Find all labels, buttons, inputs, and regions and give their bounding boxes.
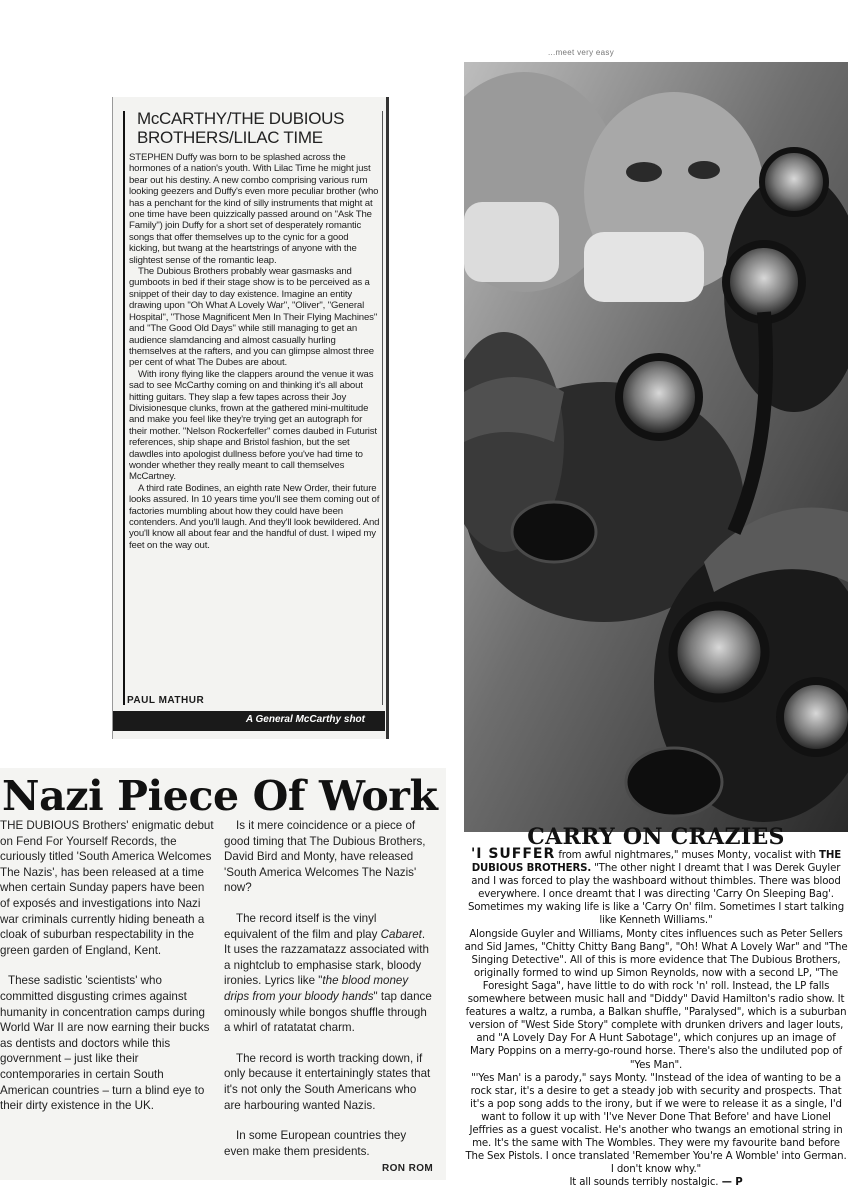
review-paragraph: With irony flying like the clappers around the venue it was sad to see McCarthy coming on and thinking it's all about hitting guitars. They slap a few tapes across their Joy Divisionesque clunks, frown at the gathered mini-multitude and make you feel like they're trying get an autograph for their mother. "Nelson Rockerfeller" comes daubed in Futurist references, ship shape and Bristol fashion, but the set dawdles into apologist dullness before you've had time to wonder whether they really meant to call themselves McCartney. <box>129 368 377 483</box>
film-title: Cabaret <box>380 927 422 941</box>
photo-caption: A General McCarthy shot <box>245 714 365 725</box>
review-body <box>129 152 381 551</box>
drop-lead: 'I SUFFER <box>470 846 556 862</box>
article-column-right <box>224 818 432 1174</box>
article-headline: CARRY ON CRAZIES <box>527 824 785 850</box>
article-headline: Nazi Piece Of Work <box>2 772 438 820</box>
article-paragraph: "'Yes Man' is a parody," says Monty. "Instead of the idea of wanting to be a rock star, it's a desire to get a steady job with security and prospects. That it's a pop song adds to the irony, but if we were to release it as a single, I'd want to follow it up with 'I've Never Done That Before' and have Lionel Jeffries as a guest vocalist. He's another who twangs an emotional string in me. It's the same with The Wombles. They were my favourite band before The Sex Pistols. I once translated 'Remember You're A Womble' into German. I don't know why." <box>465 1072 847 1176</box>
cut-off-text: ...meet very easy <box>548 48 615 57</box>
review-paragraph: A third rate Bodines, an eighth rate New Order, their future looks assured. In 10 years time you'll see them coming out of factories mumbling about how they could have been contenders. And you'll laugh. And they'll look bewildered. And you'll know all about fear and the handful of dust. I wiped my feet on the way out. <box>129 482 380 551</box>
band-gasmask-photo <box>464 62 848 832</box>
review-headline <box>137 109 367 147</box>
article-signoff: — P <box>718 1177 743 1189</box>
band-name: THE DUBIOUS BROTHERS. <box>471 850 842 875</box>
article-text: . It uses the razzamatazz associated with a nightclub to emphasise stark, bloody ironies. Lyrics like " <box>224 927 429 988</box>
lyric-quote: the blood money drips from your bloody hands <box>224 974 409 1003</box>
crazies-clipping <box>464 40 848 1190</box>
article-text: "The other night I dreamt that I was Derek Guyler and I was forced to play the washboard without thimbles. There was blood everywhere. I once dreamt that I was directing 'Carry On Sleeping Bag'. Sometimes my waking life is like a 'Carry On' film. Sometimes I start talking like Kenneth Williams." <box>467 863 845 927</box>
article-paragraph: Alongside Guyler and Williams, Monty cites influences such as Peter Sellers and Sid James, "Chitty Chitty Bang Bang", "Oh! What A Lovely War" and "The Singing Detective". All of this is more evidence that The Dubious Brothers, originally formed to wind up Simon Reynolds, now with a second LP, "The Foresight Saga", have little to do with rock 'n' roll. Instead, the LP falls somewhere between music hall and "Diddy" David Hamilton's radio show. It features a waltz, a rumba, a Balkan shuffle, "Paralysed", which is a suburban version of "West Side Story" complete with drunken drivers and lager louts, and "A Lovely Day For A Hunt Sabotage", which conjures up an image of Mary Poppins on a merry-go-round horse. There's also the undiluted pop of "Yes Man". <box>464 928 848 1071</box>
article-body <box>464 848 848 1189</box>
article-paragraph: THE DUBIOUS Brothers' enigmatic debut on Fend For Yourself Records, the curiously titled 'South America Welcomes The Nazis', has been released at a time when certain Sunday papers have been of exposés and investigations into Nazi war criminals currently hiding beneath a cloak of suburban respectability in the green garden of England, Kent. <box>0 819 214 957</box>
article-paragraph <box>464 1176 848 1189</box>
article-author: RON ROM <box>382 1163 434 1174</box>
article-text: The record itself is the vinyl equivalent of the film and play <box>224 911 381 941</box>
article-paragraph: In some European countries they even make them presidents. <box>224 1129 407 1158</box>
column-rule <box>382 111 383 705</box>
column-rule <box>123 111 125 705</box>
clipping-edge <box>386 97 389 739</box>
article-text: from awful nightmares," muses Monty, vocalist with <box>555 850 820 861</box>
review-author: PAUL MATHUR <box>127 695 205 706</box>
review-clipping <box>112 97 389 739</box>
article-paragraph: The record is worth tracking down, if only because it entertainingly states that it's not only the South Americans who are harbouring wanted Nazis. <box>224 1051 431 1112</box>
article-paragraph: These sadistic 'scientists' who committed disgusting crimes against humanity in concentration camps during World War II are now earning their bucks as dentists and doctors while this government – just like their contemporaries in certain South American countries – turn a blind eye to their dirty existence in the UK. <box>0 974 210 1113</box>
review-headline-line: BROTHERS/LILAC TIME <box>137 128 323 147</box>
article-paragraph <box>224 911 432 1036</box>
article-text: " tap dance ominously while bongos shuffle through a whirl of ratatatat charm. <box>224 989 432 1035</box>
article-paragraph <box>464 848 848 928</box>
article-paragraph: Is it mere coincidence or a piece of good timing that The Dubious Brothers, David Bird and Monty, have released 'South America Welcomes The Nazis' now? <box>224 819 426 895</box>
review-headline-line: McCARTHY/THE DUBIOUS <box>137 109 345 128</box>
article-text: It all sounds terribly nostalgic. <box>569 1177 719 1189</box>
review-paragraph: STEPHEN Duffy was born to be splashed across the hormones of a nation's youth. With Lilac Time he might just bear out his destiny. A new combo comprising various rum looking geezers and Duffy's even more peculiar brother (who has a penchant for the kind of silly instruments that might at one time have been quizzically passed around on "Ask The Family") join Duffy for a short set of desperately romantic songs that offer themselves up to the cynic for a good kicking, but twang at the heartstrings of anyone with the slightest sense of the romantic leap. <box>129 152 379 266</box>
review-paragraph: The Dubious Brothers probably wear gasmasks and gumboots in bed if their stage show is to be perceived as a snippet of their day to day existence. Imagine an entity drawing upon "Oh What A Lovely War", "Oliver", "General Hospital", "Those Magnificent Men In Their Flying Machines" and "The Good Old Days" while still managing to get an audience slamdancing and almost casually hurling themselves at the rafters, and you can glimpse almost three per cent of what The Dubes are about. <box>129 266 378 369</box>
photo-caption-bar <box>113 711 385 731</box>
article-column-left <box>0 818 215 1129</box>
nazi-article-clipping <box>0 768 446 1180</box>
